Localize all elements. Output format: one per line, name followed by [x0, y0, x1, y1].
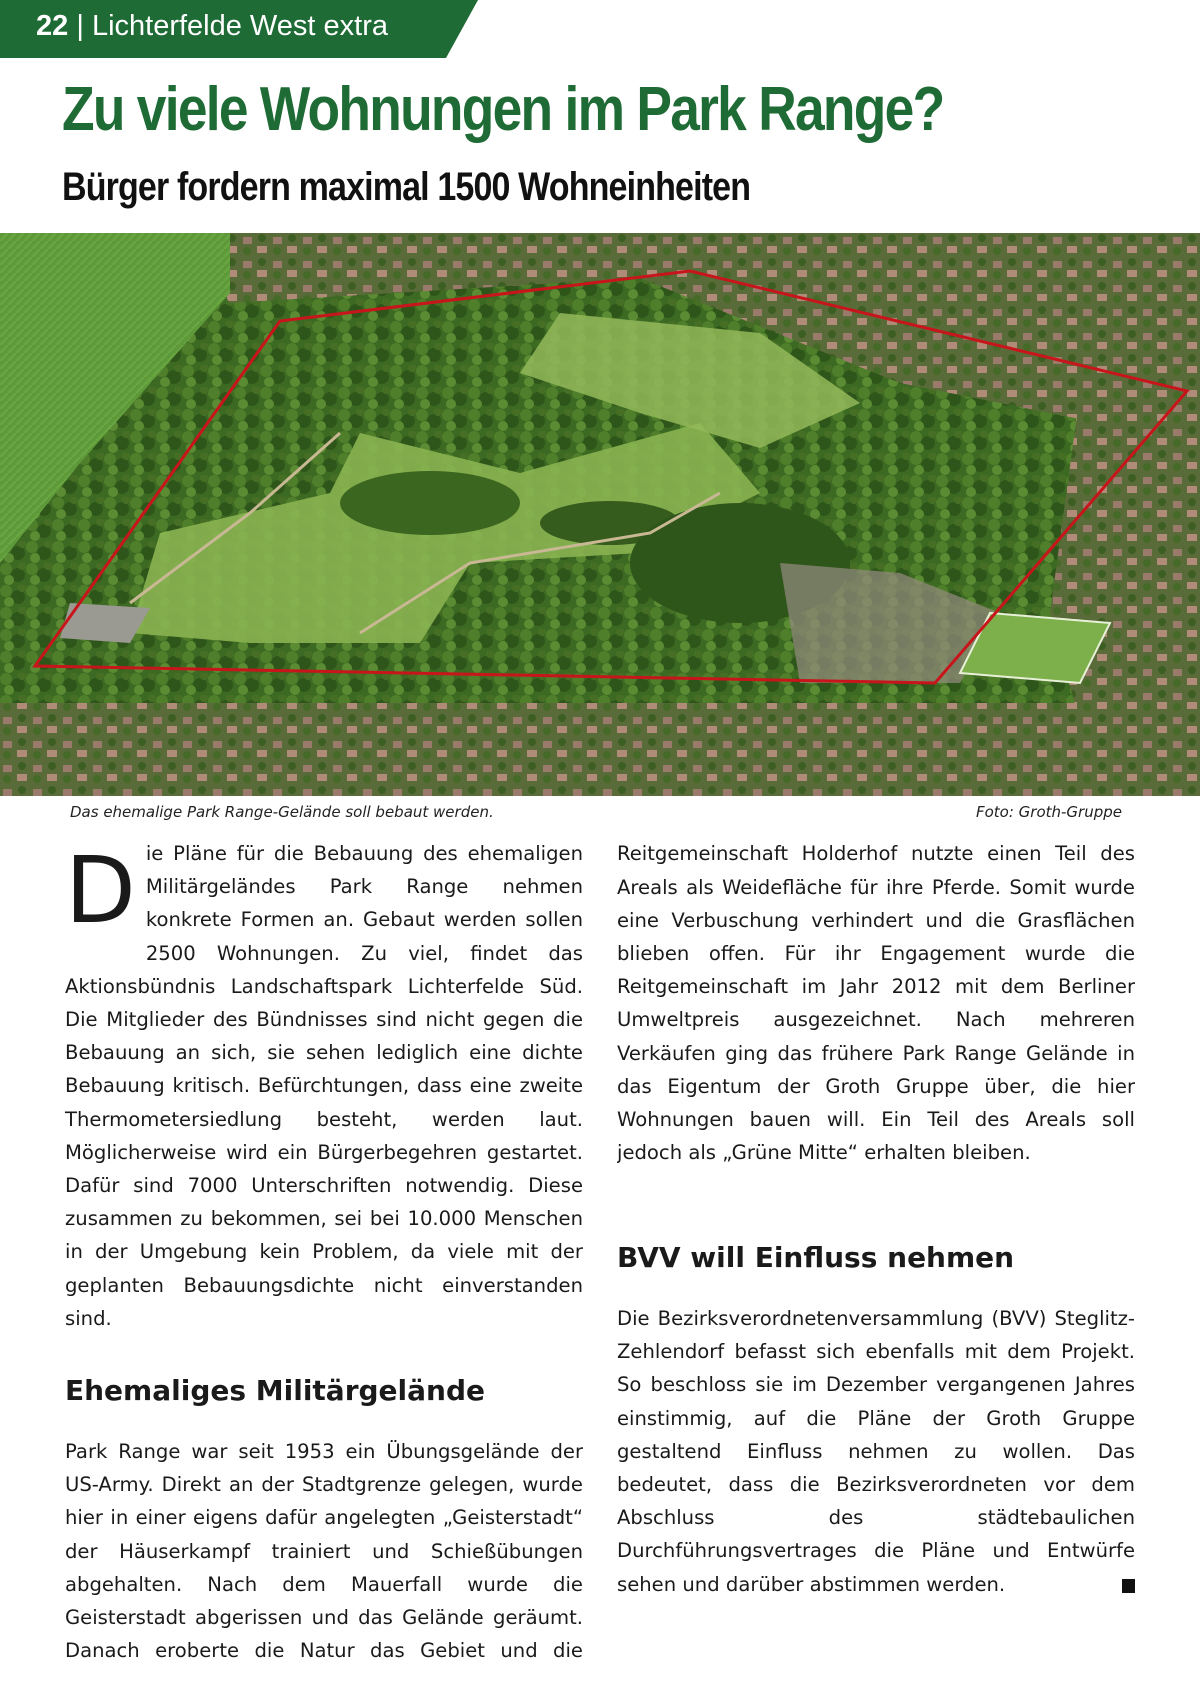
- section-tab: [0, 0, 478, 58]
- section-text-bvv: [617, 1302, 1135, 1601]
- section-name: Lichterfelde West extra: [91, 10, 388, 42]
- text-column-left: [65, 837, 583, 1667]
- headline: Zu viele Wohnungen im Park Range?: [62, 75, 944, 144]
- section-heading-bvv: BVV will Einfluss nehmen: [617, 1241, 1015, 1274]
- section-text-bvv-body: Die Bezirksverordnetenversammlung (BVV) Steglitz-Zehlendorf befasst sich ebenfalls mit dem Projekt. So beschloss sie im Dezember vergangenen Jahres einstimmig, auf die Pläne der Groth Gruppe gestaltend Einfluss nehmen zu wollen. Das bedeutet, dass die Bezirksverordneten vor dem Abschluss des städtebaulichen Durchführungsvertrages die Pläne und Entwürfe sehen und darüber abstimmen werden.: [617, 1307, 1135, 1596]
- tab-divider: |: [76, 10, 84, 42]
- end-of-article-square-icon: [1122, 1579, 1135, 1593]
- aerial-photo: [0, 233, 1200, 796]
- intro-text: ie Pläne für die Bebauung des ehemaligen Militärgeländes Park Range nehmen konkrete Formen an. Gebaut werden sollen 2500 Wohnungen. Zu viel, findet das Aktionsbündnis Landschaftspark Lichterfelde Süd. Die Mitglieder des Bündnisses sind nicht gegen die Bebauung an sich, sie sehen lediglich eine dichte Bebauung kritisch. Befürchtungen, dass eine zweite Thermometersiedlung besteht, werden laut. Möglicherweise wird ein Bürgerbegehren gestartet. Dafür sind 7000 Unterschriften notwendig. Diese zusammen zu bekommen, sei bei 10.000 Menschen in der Umgebung kein Problem, da viele mit der geplanten Bebauungsdichte nicht einverstanden sind.: [65, 842, 583, 1330]
- section-heading-military: Ehemaliges Militärgelände: [65, 1374, 485, 1408]
- photo-credit: Foto: Groth-Gruppe: [975, 803, 1122, 821]
- drop-cap: D: [65, 837, 136, 944]
- page-number: 22: [36, 10, 69, 42]
- subheadline: Bürger fordern maximal 1500 Wohneinheiten: [62, 165, 751, 209]
- photo-caption: Das ehemalige Park Range-Gelände soll bebaut werden.: [70, 803, 494, 821]
- section-text-military-continued: [617, 837, 1135, 1202]
- section-tab-label: [36, 10, 388, 43]
- section-text-military-overflow: Reitgemeinschaft Holderhof nutzte einen Teil des Areals als Weidefläche für ihre Pferde. Somit wurde eine Verbuschung verhindert und die Grasflächen blieben offen. Für ihr Engagement wurde die Reitgemeinschaft im Jahr 2012 mit dem Berliner Umweltpreis ausgezeichnet. Nach mehreren Verkäufen ging das frühere Park Range Gelände in das Eigentum der Groth Gruppe über, die hier Wohnungen bauen will. Ein Teil des Areals soll jedoch als „Grüne Mitte“ erhalten bleiben.: [617, 842, 1135, 1165]
- text-column-right: [617, 837, 1135, 1601]
- intro-paragraph: [65, 837, 583, 1335]
- section-text-military: Park Range war seit 1953 ein Übungsgelände der US-Army. Direkt an der Stadtgrenze gelegen, wurde hier in einer eigens dafür angelegten „Geisterstadt“ der Häuserkampf trainiert und Schießübungen abgehalten. Nach dem Mauerfall wurde die Geisterstadt abgerissen und das Gelände geräumt. Danach eroberte die Natur das Gebiet und die: [65, 1440, 583, 1663]
